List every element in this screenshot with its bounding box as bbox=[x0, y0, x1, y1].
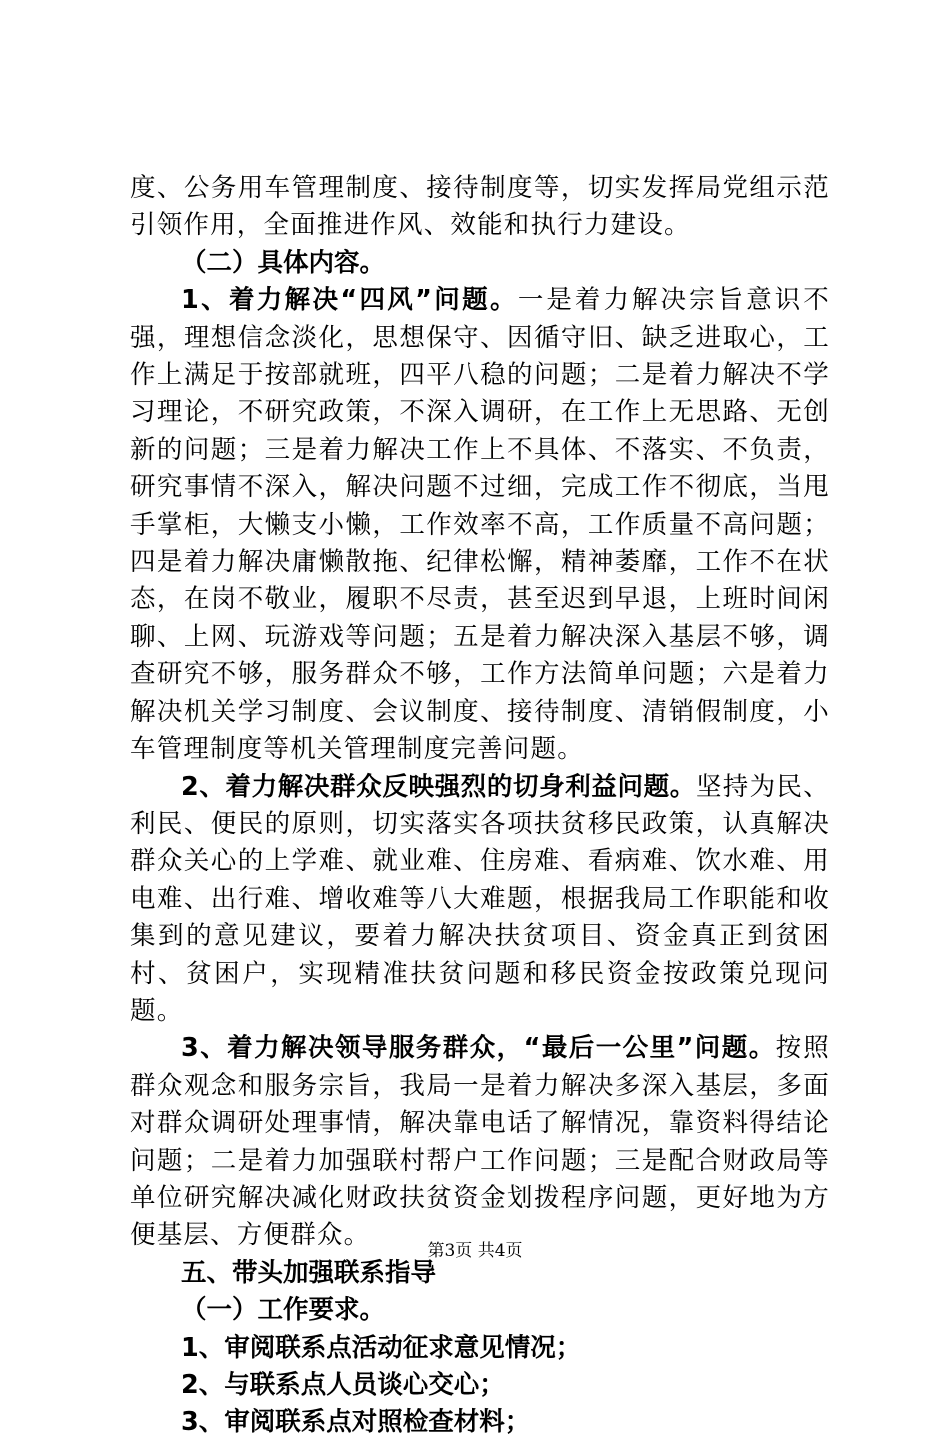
subsection-2-title: （二）具体内容。 bbox=[181, 247, 386, 278]
item-1-body: 一是着力解决宗旨意识不强，理想信念淡化，思想保守、因循守旧、缺乏进取心，工作上满足于按部就班，四平八稳的问题；二是着力解决不学习理论，不研究政策，不深入调研，在工作上无思路、无创新的问题；三是着力解决工作上不具体、不落实、不负责，研究事情不深入，解决问题不过细，完成工作不彻底，当甩手掌柜，大懒支小懒，工作效率不高，工作质量不高问题；四是着力解决庸懒散拖、纪律松懈，精神萎靡，工作不在状态，在岗不敬业，履职不尽责，甚至迟到早退，上班时间闲聊、上网、玩游戏等问题；五是着力解决深入基层不够，调查研究不够，服务群众不够，工作方法简单问题；六是着力解决机关学习制度、会议制度、接待制度、清销假制度，小车管理制度等机关管理制度完善问题。 bbox=[130, 285, 831, 765]
item-2-body: 坚持为民、利民、便民的原则，切实落实各项扶贫移民政策，认真解决群众关心的上学难、就业难、住房难、看病难、饮水难、用电难、出行难、增收难等八大难题，根据我局工作职能和收集到的意见建议，要着力解决扶贫项目、资金真正到贫困村、贫困户，实现精准扶贫问题和移民资金按政策兑现问题。 bbox=[130, 771, 830, 1026]
page-footer: 第3页 共4页 bbox=[427, 1241, 523, 1261]
item-1-paragraph bbox=[130, 282, 830, 768]
intro-continuation-paragraph: 度、公务用车管理制度、接待制度等，切实发挥局党组示范引领作用，全面推进作风、效能和执行力建设。 bbox=[130, 173, 830, 241]
item-2-paragraph bbox=[130, 769, 830, 1031]
item-1-lead: 1、着力解决“四风”问题。 bbox=[181, 285, 518, 316]
requirement-item: 3、审阅联系点对照检查材料； bbox=[181, 1407, 531, 1438]
requirement-item: 2、与联系点人员谈心交心； bbox=[181, 1370, 505, 1400]
item-2-lead: 2、着力解决群众反映强烈的切身利益问题。 bbox=[181, 771, 696, 802]
subsection-1-title: （一）工作要求。 bbox=[181, 1295, 386, 1326]
section-5-title: 五、带头加强联系指导 bbox=[181, 1257, 437, 1288]
item-3-body: 按照群众观念和服务宗旨，我局一是着力解决多深入基层，多面对群众调研处理事情，解决靠电话了解情况，靠资料得结论问题；二是着力加强联村帮户工作问题；三是配合财政局等单位研究解决减化财政扶贫资金划拨程序问题，更好地为方便基层、方便群众。 bbox=[130, 1033, 830, 1251]
item-3-lead: 3、着力解决领导服务群众，“最后一公里”问题。 bbox=[181, 1033, 776, 1064]
item-3-paragraph bbox=[130, 1030, 830, 1254]
requirement-item: 1、审阅联系点活动征求意见情况； bbox=[181, 1332, 582, 1363]
